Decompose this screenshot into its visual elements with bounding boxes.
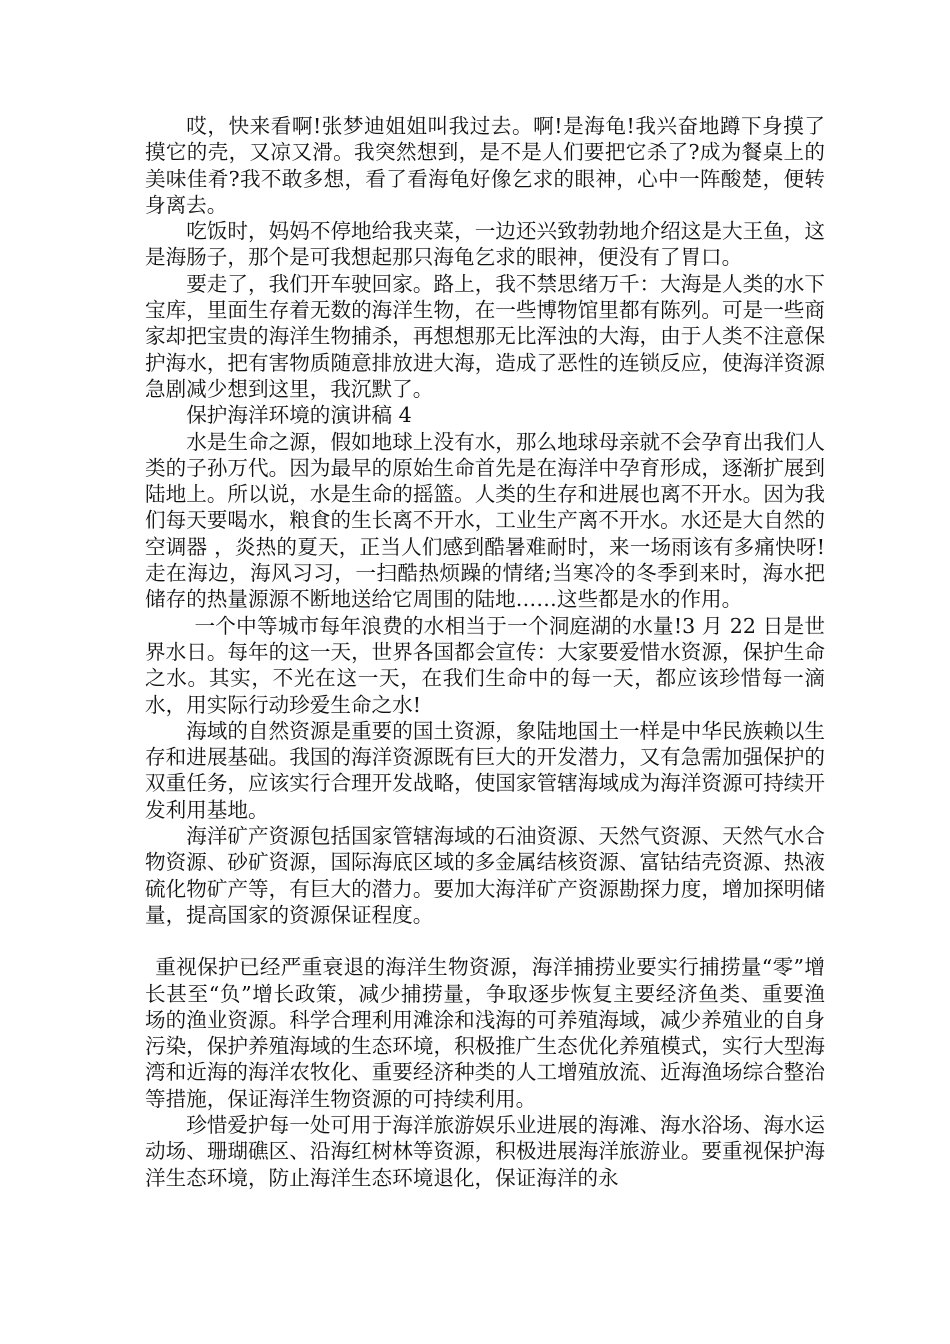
paragraph-tourism-resources: 珍惜爱护每一处可用于海洋旅游娱乐业进展的海滩、海水浴场、海水运动场、珊瑚礁区、沿海红树林等资源，积极进展海洋旅游业。要重视保护海洋生态环境，防止海洋生态环境退化，保证海洋的永 bbox=[145, 1112, 825, 1190]
blank-line bbox=[145, 928, 825, 954]
paragraph-drive-home: 要走了，我们开车驶回家。路上，我不禁思绪万千：大海是人类的水下宝库，里面生存着无数的海洋生物，在一些博物馆里都有陈列。可是一些商家却把宝贵的海洋生物捕杀，再想想那无比浑浊的大海，由于人类不注意保护海水，把有害物质随意排放进大海，造成了恶性的连锁反应，使海洋资源急剧减少想到这里，我沉默了。 bbox=[145, 271, 825, 401]
paragraph-water-source: 水是生命之源，假如地球上没有水，那么地球母亲就不会孕育出我们人类的子孙万代。因为最早的原始生命首先是在海洋中孕育形成，逐渐扩展到陆地上。所以说，水是生命的摇篮。人类的生存和进展也离不开水。因为我们每天要喝水，粮食的生长离不开水，工业生产离不开水。水还是大自然的 空调器 ，炎热的夏天，正当人们感到酷暑难耐时，来一场雨该有多痛快呀!走在海边，海风习习，一扫酷热烦躁的情绪;当寒冷的冬季到来时，海水把储存的热量源源不断地送给它周围的陆地……这些都是水的作用。 bbox=[145, 429, 825, 612]
paragraph-mineral-resources: 海洋矿产资源包括国家管辖海域的石油资源、天然气资源、天然气水合物资源、砂矿资源，国际海底区域的多金属结核资源、富钴结壳资源、热液硫化物矿产等，有巨大的潜力。要加大海洋矿产资源勘探力度，增加探明储量，提高国家的资源保证程度。 bbox=[145, 824, 825, 927]
paragraph-world-water-day: 一个中等城市每年浪费的水相当于一个洞庭湖的水量!3 月 22 日是世界水日。每年的这一天，世界各国都会宣传：大家要爱惜水资源，保护生命之水。其实，不光在这一天，在我们生命中的每一天，都应该珍惜每一滴水，用实际行动珍爱生命之水! bbox=[145, 613, 825, 717]
paragraph-sea-turtle: 哎，快来看啊!张梦迪姐姐叫我过去。啊!是海龟!我兴奋地蹲下身摸了摸它的壳，又凉又滑。我突然想到，是不是人们要把它杀了?成为餐桌上的美味佳肴?我不敢多想，看了看海龟好像乞求的眼神，心中一阵酸楚，便转身离去。 bbox=[145, 114, 825, 217]
section-heading: 保护海洋环境的演讲稿 4 bbox=[186, 403, 412, 428]
paragraph-dinner: 吃饭时，妈妈不停地给我夹菜，一边还兴致勃勃地介绍这是大王鱼，这是海肠子，那个是可我想起那只海龟乞求的眼神，便没有了胃口。 bbox=[145, 219, 825, 270]
paragraph-biological-resources: 重视保护已经严重衰退的海洋生物资源，海洋捕捞业要实行捕捞量“零”增长甚至“负”增长政策，减少捕捞量，争取逐步恢复主要经济鱼类、重要渔场的渔业资源。科学合理利用滩涂和浅海的可养殖海域，减少养殖业的自身污染，保护养殖海域的生态环境，积极推广生态优化养殖模式，实行大型海湾和近海的海洋农牧化、重要经济种类的人工增殖放流、近海渔场综合整治等措施，保证海洋生物资源的可持续利用。 bbox=[145, 955, 825, 1111]
paragraph-sea-area-resources: 海域的自然资源是重要的国土资源，象陆地国土一样是中华民族赖以生存和进展基础。我国的海洋资源既有巨大的开发潜力，又有急需加强保护的双重任务，应该实行合理开发战略，使国家管辖海域成为海洋资源可持续开发利用基地。 bbox=[145, 718, 825, 822]
document-page bbox=[145, 113, 825, 1191]
